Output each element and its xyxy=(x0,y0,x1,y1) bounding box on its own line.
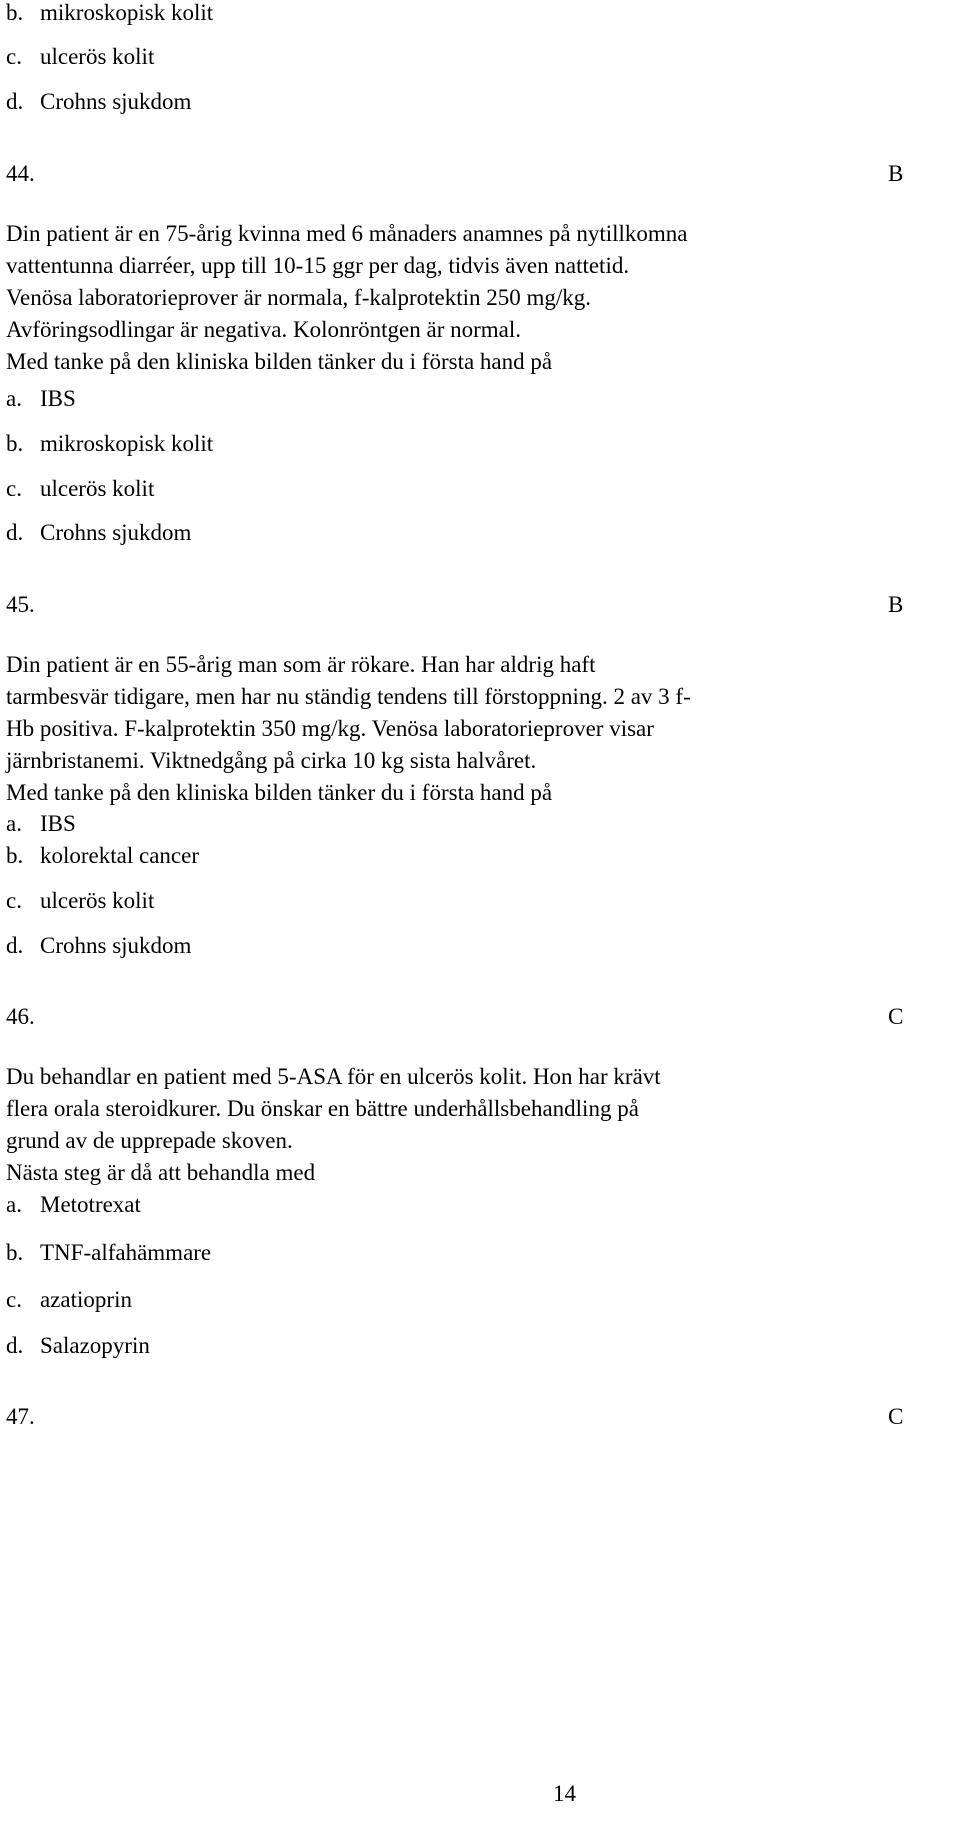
question-number: 46. xyxy=(6,1004,35,1029)
answer-key: B xyxy=(888,161,904,186)
question-text-line: Du behandlar en patient med 5-ASA för en ulcerös kolit. Hon har krävt xyxy=(6,1064,661,1089)
option-text: mikroskopisk kolit xyxy=(40,431,214,456)
question-text-line: Hb positiva. F-kalprotektin 350 mg/kg. Venösa laboratorieprover visar xyxy=(6,716,654,741)
option-c xyxy=(6,888,154,914)
option-letter: d. xyxy=(6,933,24,958)
option-c xyxy=(6,44,154,70)
option-letter: c. xyxy=(6,44,22,69)
question-number: 44. xyxy=(6,161,35,186)
option-letter: a. xyxy=(6,1192,22,1217)
option-letter: b. xyxy=(6,431,24,456)
option-text: Crohns sjukdom xyxy=(40,933,192,958)
option-text: Crohns sjukdom xyxy=(40,520,192,545)
option-letter: c. xyxy=(6,1287,22,1312)
option-text: TNF-alfahämmare xyxy=(40,1240,212,1265)
option-a xyxy=(6,811,76,837)
option-letter: b. xyxy=(6,843,24,868)
option-letter: a. xyxy=(6,811,22,836)
option-text: ulcerös kolit xyxy=(40,888,155,913)
option-b xyxy=(6,1240,211,1266)
answer-key: C xyxy=(888,1004,904,1029)
option-b xyxy=(6,843,199,869)
option-text: mikroskopisk kolit xyxy=(40,0,214,25)
question-text-line: grund av de upprepade skoven. xyxy=(6,1128,293,1153)
question-text-line: tarmbesvär tidigare, men har nu ständig tendens till förstoppning. 2 av 3 f- xyxy=(6,684,691,709)
question-text-line: Med tanke på den kliniska bilden tänker du i första hand på xyxy=(6,349,553,374)
page-number: 14 xyxy=(553,1781,576,1806)
option-text: azatioprin xyxy=(40,1287,132,1312)
option-d xyxy=(6,89,191,115)
option-text: ulcerös kolit xyxy=(40,44,155,69)
option-letter: d. xyxy=(6,1333,24,1358)
option-letter: b. xyxy=(6,0,24,25)
question-number: 47. xyxy=(6,1404,35,1429)
option-letter: c. xyxy=(6,888,22,913)
option-text: Crohns sjukdom xyxy=(40,89,192,114)
option-c xyxy=(6,1287,132,1313)
option-text: Metotrexat xyxy=(40,1192,141,1217)
option-a xyxy=(6,386,76,412)
option-c xyxy=(6,476,154,502)
answer-key: B xyxy=(888,592,904,617)
question-text-line: Med tanke på den kliniska bilden tänker du i första hand på xyxy=(6,780,553,805)
option-letter: b. xyxy=(6,1240,24,1265)
question-text-line: Din patient är en 55-årig man som är rökare. Han har aldrig haft xyxy=(6,652,596,677)
option-letter: d. xyxy=(6,89,24,114)
option-text: Salazopyrin xyxy=(40,1333,150,1358)
answer-key: C xyxy=(888,1404,904,1429)
option-text: IBS xyxy=(40,386,76,411)
option-b xyxy=(6,0,213,26)
option-d xyxy=(6,933,191,959)
question-text-line: järnbristanemi. Viktnedgång på cirka 10 kg sista halvåret. xyxy=(6,748,537,773)
option-b xyxy=(6,431,213,457)
option-letter: d. xyxy=(6,520,24,545)
option-text: ulcerös kolit xyxy=(40,476,155,501)
question-text-line: flera orala steroidkurer. Du önskar en bättre underhållsbehandling på xyxy=(6,1096,639,1121)
question-number: 45. xyxy=(6,592,35,617)
option-d xyxy=(6,1333,150,1359)
option-d xyxy=(6,520,191,546)
option-letter: c. xyxy=(6,476,22,501)
question-text-line: Nästa steg är då att behandla med xyxy=(6,1160,316,1185)
option-text: kolorektal cancer xyxy=(40,843,199,868)
option-text: IBS xyxy=(40,811,76,836)
question-text-line: Avföringsodlingar är negativa. Kolonröntgen är normal. xyxy=(6,317,522,342)
question-text-line: vattentunna diarréer, upp till 10-15 ggr per dag, tidvis även nattetid. xyxy=(6,253,630,278)
option-letter: a. xyxy=(6,386,22,411)
option-a xyxy=(6,1192,141,1218)
question-text-line: Venösa laboratorieprover är normala, f-kalprotektin 250 mg/kg. xyxy=(6,285,592,310)
question-text-line: Din patient är en 75-årig kvinna med 6 månaders anamnes på nytillkomna xyxy=(6,221,688,246)
